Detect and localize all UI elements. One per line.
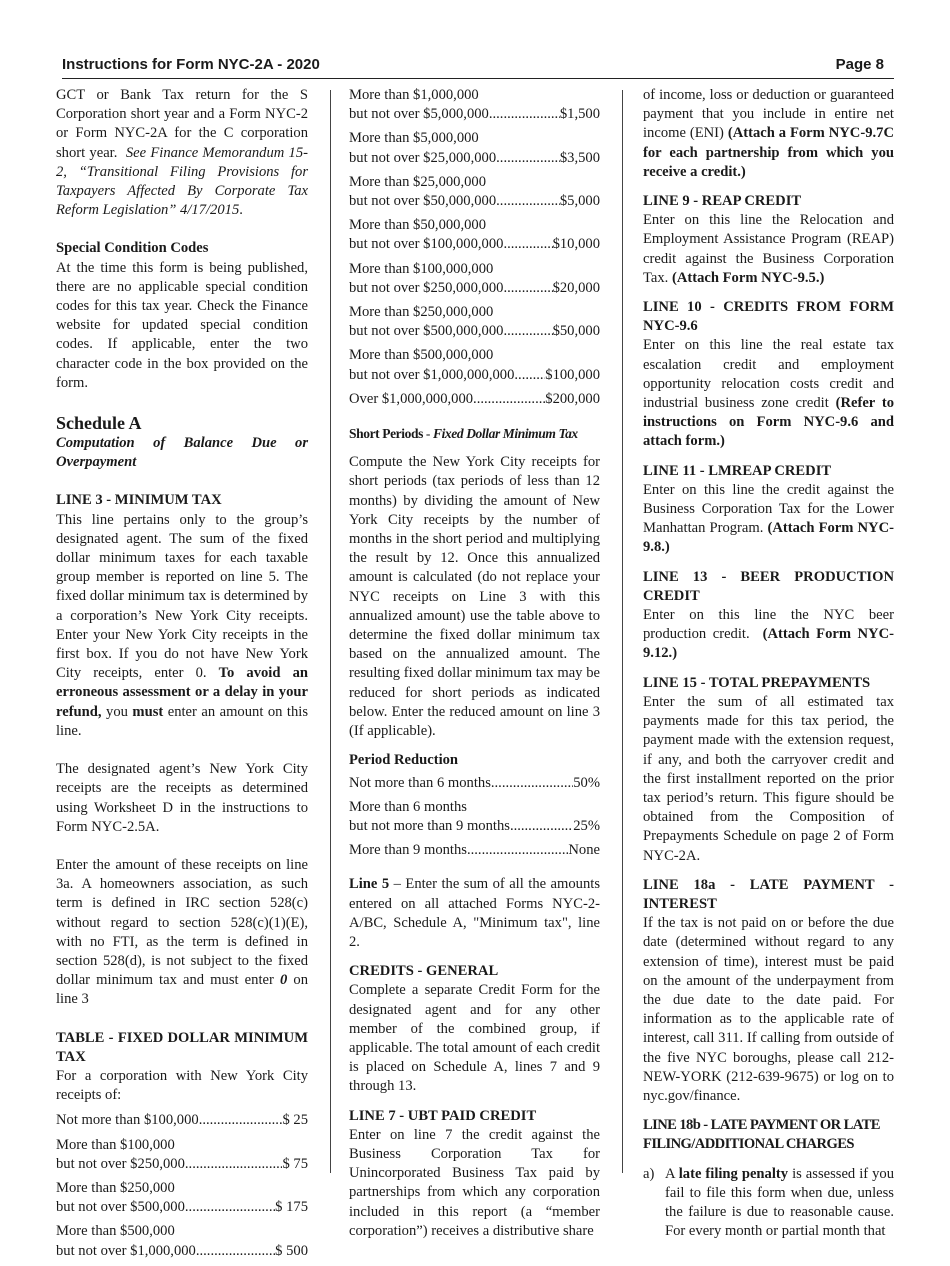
column-1 [56, 86, 308, 1266]
line-15-heading: LINE 15 - TOTAL PREPAYMENTS [643, 674, 871, 691]
dot-leader [496, 149, 560, 168]
fixed-dollar-table-row-amount: $100,000 [545, 366, 600, 383]
period-reduction-heading: Period Reduction [349, 752, 459, 769]
column-2 [349, 86, 600, 1241]
fixed-dollar-table-rows [56, 1111, 308, 1260]
line-18b-heading: LINE 18b - LATE PAYMENT OR LATE FILING/ADDITIONAL CHARGES [643, 1117, 880, 1153]
fixed-dollar-table-row-amount: $ 75 [282, 1155, 308, 1172]
fixed-dollar-table-row-range-label: but not over $1,000,000 [56, 1242, 196, 1259]
line-11-heading: LINE 11 - LMREAP CREDIT [643, 462, 832, 479]
fixed-dollar-table-row [56, 1111, 308, 1130]
fixed-dollar-table-row [56, 1222, 308, 1260]
line-18a-text: If the tax is not paid on or before the due date (determined without regard to any extension of time), interest must be paid on the amount of the underpayment from the due date to the date paid. For information as to the applicable rate of interest, call 311. If calling from outside of the five NYC boroughs, please call 212-NEW-YORK (212-639-9675) or log on to nyc.gov/finance. [643, 915, 894, 1104]
line-3-text: This line pertains only to the group’s designated agent. The sum of the fixed dollar minimum taxes for each taxable group member is reported on line 5. The fixed dollar minimum tax is determined by a corporation’s New York City receipts. Enter your New York City receipts in the first box. If you do not have New York City receipts, enter 0. To avoid an erroneous assessment or a delay in your refund, you must enter an amount on this line. [56, 511, 309, 739]
short-periods-text: Compute the New York City receipts for short periods (tax periods of less than 12 months) by dividing the amount of New York City receipts by the number of months in the short period and multiplying the result by 12. Once this annualized amount is calculated (do not replace your NYC receipts on Line 3 with this annualized amount) use the table above to determine the fixed dollar minimum tax based on the annualized amount. The resulting fixed dollar minimum tax may be reduced for short periods as indicated below. Enter the reduced amount on line 3 (If applicable). [349, 454, 600, 740]
dot-leader [510, 817, 573, 836]
column-3 [643, 86, 894, 1241]
period-reduction-row-range-start: More than 6 months [349, 798, 467, 815]
period-reduction-row-range-label: but not more than 9 months [349, 817, 510, 834]
fixed-dollar-table-row-range-start: More than $250,000,000 [349, 304, 494, 321]
line-15-text: Enter the sum of all estimated tax payments made for this tax period, the payment made with the extension request, if any, and both the carryover credit and the first installment reported on the prior tax period’s return. This figure should be obtained from the Composition of Prepayments Schedule on page 2 of Form NYC-2A. [643, 693, 894, 864]
period-reduction-row [349, 841, 600, 860]
special-condition-codes-text: At the time this form is being published, there are no applicable special condition codes for this tax year. Check the Finance website for updated special condition codes. If applicable, enter the two character code in the box provided on the form. [56, 259, 308, 391]
column-divider-1 [330, 90, 331, 1173]
credits-general-heading: CREDITS - GENERAL [349, 963, 499, 980]
fixed-dollar-table-row-amount: $ 25 [282, 1112, 308, 1129]
short-periods-heading: Short Periods - Fixed Dollar Minimum Tax [349, 426, 578, 442]
fixed-dollar-table-row [349, 216, 600, 254]
fixed-dollar-table-row-range-label: but not over $5,000,000 [349, 106, 489, 123]
header-title: Instructions for Form NYC-2A - 2020 [62, 56, 320, 73]
dot-leader [496, 192, 560, 211]
fixed-dollar-table-row-amount: $5,000 [559, 193, 600, 210]
fixed-dollar-table-row [56, 1179, 308, 1217]
fixed-dollar-table-row-range-start: More than $100,000 [56, 1136, 175, 1153]
dot-leader [503, 322, 552, 341]
dot-leader [185, 1198, 275, 1217]
fixed-dollar-table-row [349, 260, 600, 298]
credits-general-text: Complete a separate Credit Form for the designated agent and for any other member of the combined group, if applicable. The total amount of each credit is placed on Schedule A, lines 7 and 9 through 13. [349, 982, 600, 1095]
homeowners-association-text: Enter the amount of these receipts on line 3a. A homeowners association, as such term is defined in IRC section 528(c) without regard to section 528(c)(1)(E), with no FTI, as the term is defined in section 528(d), is not subject to the fixed dollar minimum tax and must enter 0 on line 3 [56, 856, 308, 1008]
period-reduction-row [349, 798, 600, 836]
fixed-dollar-table-row-amount: $10,000 [552, 236, 600, 253]
fixed-dollar-table-row [349, 303, 600, 341]
fixed-dollar-table-row-amount: $ 175 [275, 1199, 308, 1216]
line-13-text: Enter on this line the NYC beer production credit. (Attach Form NYC-9.12.) [643, 607, 894, 662]
period-reduction-rows [349, 774, 600, 861]
fixed-dollar-table-rows-continued [349, 86, 600, 409]
fixed-dollar-table-row-amount: $50,000 [552, 323, 600, 340]
dot-leader [199, 1111, 283, 1130]
line-10-heading: LINE 10 - CREDITS FROM FORM NYC-9.6 [643, 299, 894, 335]
line-10-text: Enter on this line the real estate tax escalation credit and employment opportunity relocation costs credit and industrial business zone credit (Refer to instructions on Form NYC-9.6 and attach form.) [643, 337, 894, 450]
fixed-dollar-table-row-range-start: More than $500,000 [56, 1223, 175, 1240]
fixed-dollar-table-row-range-start: More than $1,000,000 [349, 87, 479, 103]
dot-leader [196, 1242, 275, 1261]
fixed-dollar-table-row-range-start: More than $250,000 [56, 1179, 175, 1196]
dot-leader [503, 235, 552, 254]
list-item-a: a) A late filing penalty is assessed if you fail to file this form when due, unless the failure is due to reasonable cause. For every month or partial month that [643, 1165, 895, 1240]
finance-memo-reference: See Finance Memorandum 15-2, “Transitional Filing Provisions for Taxpayers Affected By Corporate Tax Reform Legislation” 4/17/2015 [56, 144, 308, 219]
fixed-dollar-table-row [349, 173, 600, 211]
line-7-continued-text: of income, loss or deduction or guaranteed payment that you include in entire net income (ENI) (Attach a Form NYC-9.7C for each partnership from which you receive a credit.) [643, 87, 894, 180]
fixed-dollar-table-row-amount: $20,000 [552, 279, 600, 296]
fixed-dollar-table-heading: TABLE - FIXED DOLLAR MINIMUM TAX [56, 1029, 308, 1065]
fixed-dollar-table-row-range-start: More than $500,000,000 [349, 347, 494, 364]
dot-leader [503, 279, 552, 298]
line-18a-heading: LINE 18a - LATE PAYMENT - INTEREST [643, 876, 894, 912]
fixed-dollar-table-row [56, 1136, 308, 1174]
fixed-dollar-table-row-range-label: but not over $25,000,000 [349, 149, 497, 166]
fixed-dollar-table-row-range-label: but not over $50,000,000 [349, 193, 497, 210]
period-reduction-row-amount: 25% [573, 817, 600, 834]
fixed-dollar-table-row-range-start: More than $25,000,000 [349, 173, 487, 190]
fixed-dollar-table-intro: For a corporation with New York City receipts of: [56, 1067, 308, 1104]
line-13-heading: LINE 13 - BEER PRODUCTION CREDIT [643, 568, 894, 604]
column-divider-2 [622, 90, 623, 1173]
fixed-dollar-table-row-range-label: but not over $500,000 [56, 1199, 185, 1216]
line-7-text: Enter on line 7 the credit against the Business Corporation Tax for Unincorporated Business Tax paid by partnerships from which any corporation included in this report (a “member corporation”) receives a distributive share [349, 1126, 600, 1239]
dot-leader [185, 1155, 283, 1174]
line-7-heading: LINE 7 - UBT PAID CREDIT [349, 1107, 537, 1124]
period-reduction-row-amount: 50% [573, 774, 600, 791]
fixed-dollar-table-row-amount: $ 500 [275, 1242, 308, 1259]
period-reduction-row-range-label: More than 9 months [349, 842, 467, 859]
special-condition-codes-heading: Special Condition Codes [56, 240, 209, 257]
fixed-dollar-table-row-range-label: but not over $1,000,000,000 [349, 366, 515, 383]
fixed-dollar-table-row-amount: $3,500 [559, 149, 600, 166]
dot-leader [489, 105, 560, 124]
fixed-dollar-table-row-range-label: but not over $250,000 [56, 1155, 185, 1172]
dot-leader [473, 390, 545, 409]
fixed-dollar-table-row [349, 390, 600, 409]
period-reduction-row-amount: None [568, 842, 600, 859]
line-11-text: Enter on this line the credit against the Business Corporation Tax for the Lower Manhattan Program. (Attach Form NYC-9.8.) [643, 481, 894, 556]
fixed-dollar-table-row-range-label: Not more than $100,000 [56, 1112, 199, 1129]
designated-agent-text: The designated agent’s New York City receipts are the receipts as determined using Worksheet D in the instructions to Form NYC-2.5A. [56, 761, 308, 835]
page-number: Page 8 [835, 56, 884, 73]
line-9-text: Enter on this line the Relocation and Employment Assistance Program (REAP) credit against the Business Corporation Tax. (Attach Form NYC-9.5.) [643, 212, 894, 286]
intro-paragraph: GCT or Bank Tax return for the S Corporation short year and a Form NYC-2 or Form NYC-2A for the C corporation short year. See Finance Memorandum 15-2, “Transitional Filing Provisions for Taxpayers Affected By Corporate Tax Reform Legislation” 4/17/2015. [56, 87, 308, 219]
fixed-dollar-table-row-range-label: but not over $250,000,000 [349, 279, 504, 296]
schedule-a-subheading: Computation of Balance Due or Overpayment [56, 435, 308, 471]
schedule-a-heading: Schedule A [56, 413, 142, 434]
period-reduction-row [349, 774, 600, 793]
dot-leader [491, 774, 573, 793]
fixed-dollar-table-row-amount: $1,500 [559, 106, 600, 123]
fixed-dollar-table-row [349, 86, 600, 124]
page-header [62, 56, 894, 79]
fixed-dollar-table-row-range-label: but not over $500,000,000 [349, 323, 504, 340]
period-reduction-row-range-label: Not more than 6 months [349, 774, 491, 791]
fixed-dollar-table-row [349, 129, 600, 167]
line-5-text: Line 5 – Enter the sum of all the amounts entered on all attached Forms NYC-2-A/BC, Schedule A, "Minimum tax", line 2. [349, 876, 601, 950]
fixed-dollar-table-row [349, 346, 600, 384]
dot-leader [467, 841, 568, 860]
fixed-dollar-table-row-range-label: Over $1,000,000,000 [349, 390, 474, 407]
fixed-dollar-table-row-range-start: More than $50,000,000 [349, 217, 487, 234]
fixed-dollar-table-row-range-start: More than $100,000,000 [349, 260, 494, 277]
fixed-dollar-table-row-amount: $200,000 [545, 390, 600, 407]
line-3-heading: LINE 3 - MINIMUM TAX [56, 492, 222, 509]
dot-leader [514, 366, 545, 385]
fixed-dollar-table-row-range-start: More than $5,000,000 [349, 130, 479, 147]
line-9-heading: LINE 9 - REAP CREDIT [643, 193, 802, 210]
fixed-dollar-table-row-range-label: but not over $100,000,000 [349, 236, 504, 253]
